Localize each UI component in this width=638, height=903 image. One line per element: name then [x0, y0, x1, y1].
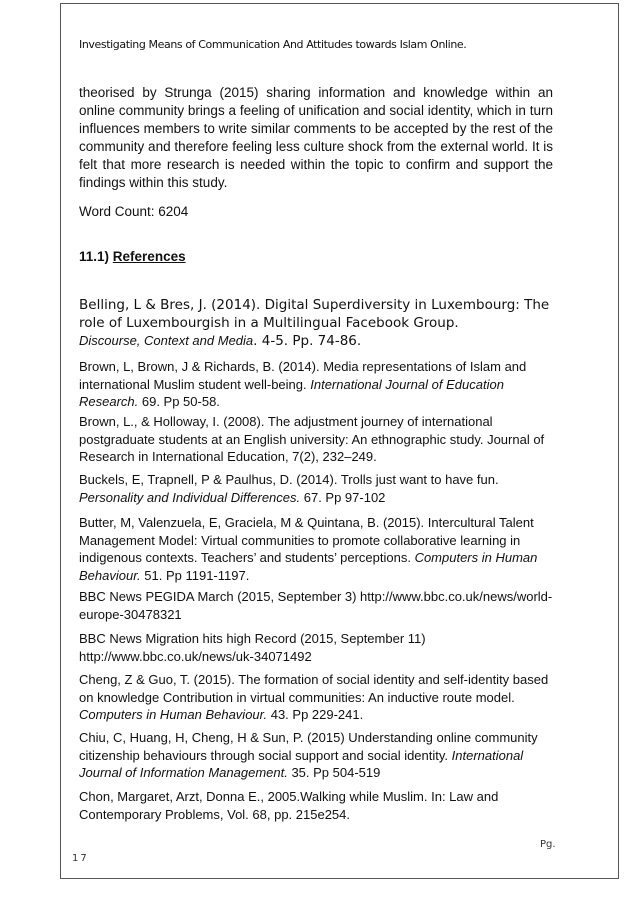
reference-item — [79, 729, 559, 782]
reference-tail: 43. Pp 229-241. — [267, 707, 364, 722]
reference-item — [79, 296, 559, 350]
reference-tail: 67. Pp 97-102 — [300, 489, 386, 505]
reference-item — [79, 788, 559, 823]
heading-number: 11.1) — [79, 249, 110, 264]
reference-journal: Computers in Human Behaviour. — [79, 550, 538, 583]
reference-text: Belling, L & Bres, J. (2014). Digital Superdiversity in Luxembourg: The role of Luxembourgish in a Multilingual Facebook Group. — [79, 297, 550, 331]
word-count: Word Count: 6204 — [79, 204, 189, 219]
page-number: 17 — [72, 853, 89, 864]
reference-journal: Discourse, Context and Media — [79, 333, 254, 348]
reference-item — [79, 358, 559, 411]
page-label: Pg. — [540, 839, 556, 850]
reference-text: Cheng, Z & Guo, T. (2015). The formation of social identity and self-identity based on knowledge Contribution in virtual communities: An inductive route model. — [79, 672, 549, 705]
reference-text: BBC News PEGIDA March (2015, September 3) http://www.bbc.co.uk/news/world-europe-30478321 — [79, 589, 553, 622]
reference-text: Brown, L, Brown, J & Richards, B. (2014). Media representations of Islam and international Muslim student well-being. — [79, 359, 527, 392]
reference-item — [79, 413, 559, 466]
reference-tail: . 4-5. Pp. 74-86. — [253, 333, 362, 349]
reference-item — [79, 514, 559, 584]
running-header: Investigating Means of Communication And Attitudes towards Islam Online. — [79, 38, 467, 51]
reference-journal: Personality and Individual Differences. — [79, 489, 301, 505]
reference-journal: International Journal of Information Management. — [79, 747, 524, 780]
reference-tail: 69. Pp 50-58. — [138, 394, 220, 409]
reference-item — [79, 671, 559, 724]
reference-item — [79, 630, 559, 665]
reference-text: Brown, L., & Holloway, I. (2008). The adjustment journey of international postgraduate students at an English university: An ethnographic study. Journal of Research in International Education, 7(2), 232–249. — [79, 414, 545, 464]
reference-text: Chiu, C, Huang, H, Cheng, H & Sun, P. (2015) Understanding online community citizenship behaviours through social support and social identity. — [79, 730, 538, 763]
reference-item — [79, 471, 559, 506]
reference-tail: 35. Pp 504-519 — [287, 765, 381, 780]
heading-title: References — [112, 249, 186, 264]
reference-item — [79, 588, 559, 623]
reference-tail: 51. Pp 1191-1197. — [140, 567, 250, 583]
references-heading — [79, 249, 186, 264]
reference-text: Butter, M, Valenzuela, E, Graciela, M & Quintana, B. (2015). Intercultural Talent Management Model: Virtual communities to promote collaborative learning in indigenous contexts. Teachers’ and students’ perceptions. — [79, 515, 534, 565]
reference-journal: International Journal of Education Research. — [79, 376, 504, 409]
reference-text: Buckels, E, Trapnell, P & Paulhus, D. (2014). Trolls just want to have fun. — [79, 472, 499, 487]
reference-text: BBC News Migration hits high Record (2015, September 11) http://www.bbc.co.uk/news/uk-34071492 — [79, 631, 426, 664]
reference-journal: Computers in Human Behaviour. — [79, 707, 268, 722]
reference-text: Chon, Margaret, Arzt, Donna E., 2005.Walking while Muslim. In: Law and Contemporary Problems, Vol. 68, pp. 215e254. — [79, 789, 499, 822]
body-paragraph: theorised by Strunga (2015) sharing information and knowledge within an online community brings a feeling of unification and social identity, which in turn influences members to write similar comments to be accepted by the rest of the community and therefore feeling less culture shock from the external world. It is felt that more research is needed within the topic to confirm and support the findings within this study. — [79, 85, 553, 190]
